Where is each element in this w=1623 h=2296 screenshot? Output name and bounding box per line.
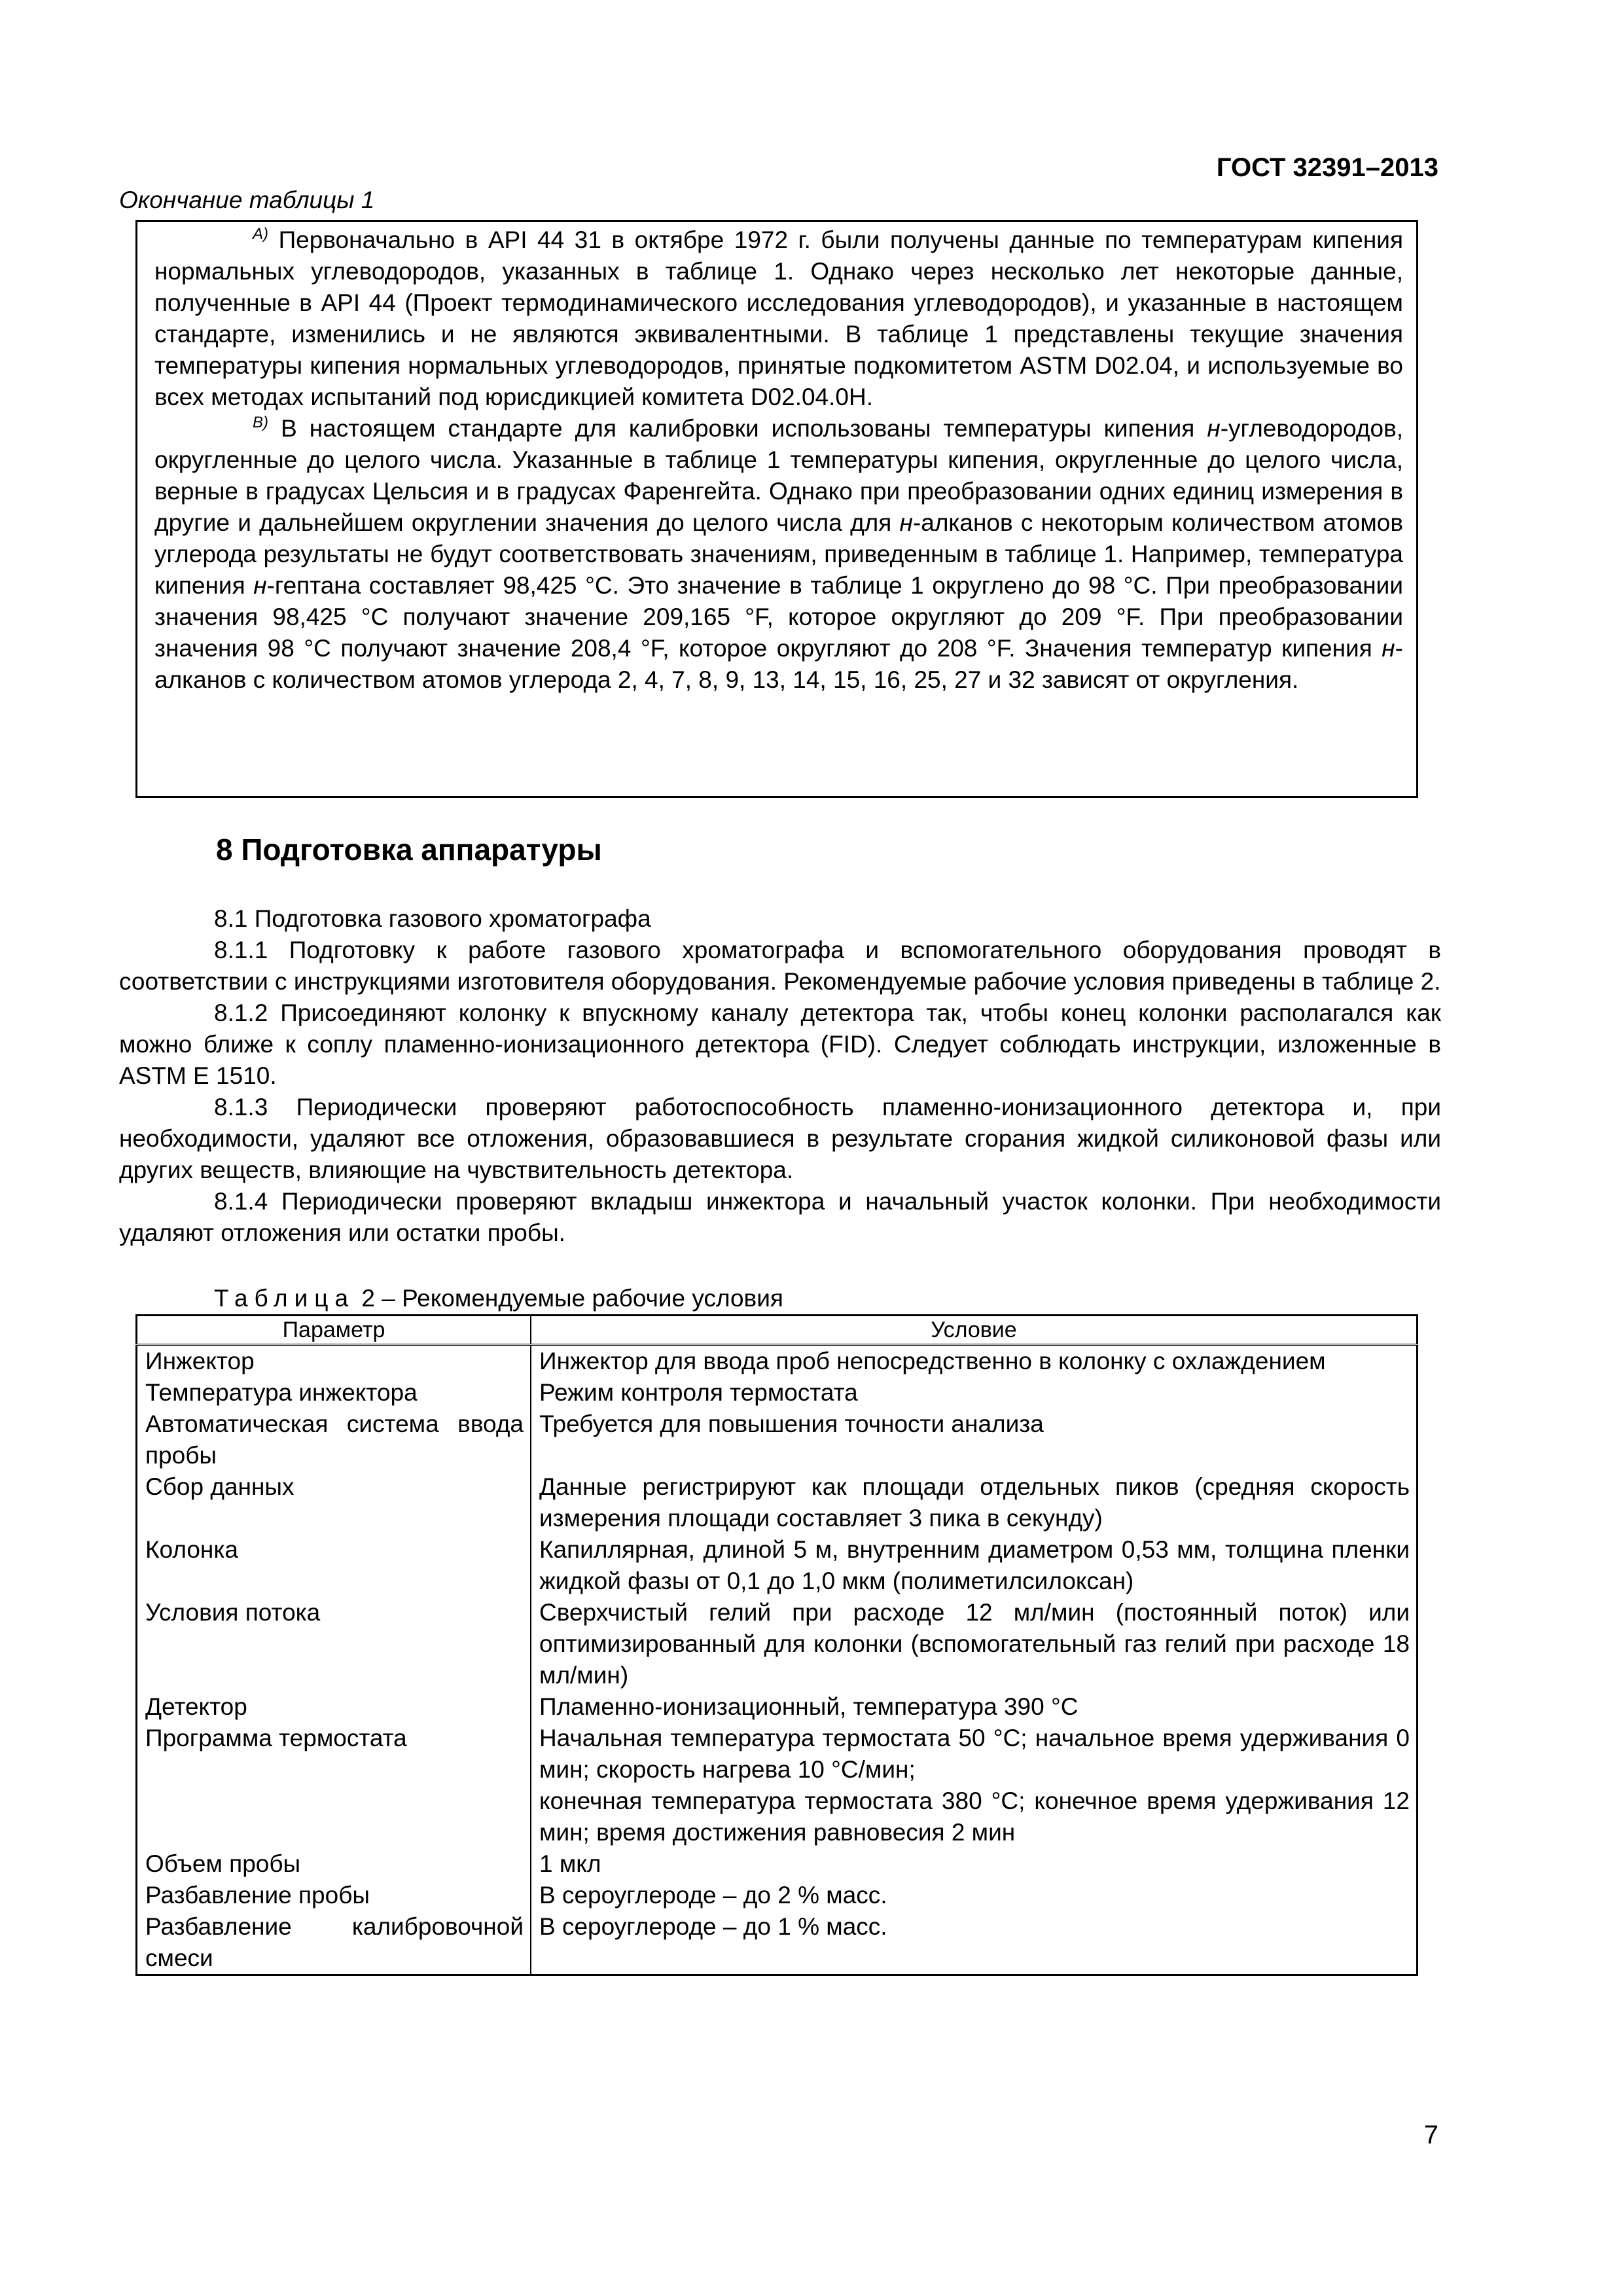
table-continuation-label: Окончание таблицы 1	[119, 187, 375, 213]
table-row	[137, 1880, 1418, 1911]
condition-cell: В сероуглероде – до 2 % масс.	[531, 1880, 1418, 1911]
param-cell: Температура инжектора	[137, 1377, 531, 1408]
param-cell: Детектор	[137, 1691, 531, 1723]
paragraph-8-1-4: 8.1.4 Периодически проверяют вкладыш инжектора и начальный участок колонки. При необходимости удаляют отложения или остатки пробы.	[119, 1188, 1441, 1246]
section-title: 8 Подготовка аппаратуры	[216, 833, 602, 867]
table-row	[137, 1597, 1418, 1691]
condition-cell: Данные регистрируют как площади отдельных пиков (средняя скорость измерения площади составляет 3 пика в секунду)	[531, 1471, 1418, 1534]
condition-cell: 1 мкл	[531, 1848, 1418, 1880]
table2-caption	[214, 1283, 783, 1314]
footnote-marker: B)	[253, 414, 268, 431]
table-row	[137, 1723, 1418, 1848]
condition-cell: В сероуглероде – до 1 % масс.	[531, 1911, 1418, 1975]
param-cell: Колонка	[137, 1534, 531, 1597]
condition-cell	[531, 1723, 1418, 1848]
table-row	[137, 1534, 1418, 1597]
condition-line: конечная температура термостата 380 °С; конечное время удерживания 12 мин; время достижения равновесия 2 мин	[539, 1787, 1410, 1846]
page-number: 7	[1423, 2121, 1438, 2149]
param-cell: Разбавление калибровочной смеси	[137, 1911, 531, 1975]
italic-prefix: н	[253, 572, 267, 599]
condition-cell: Инжектор для ввода проб непосредственно в колонку с охлаждением	[531, 1345, 1418, 1378]
footnote-a	[154, 224, 1403, 413]
footnote-text: Первоначально в API 44 31 в октябре 1972 г. были получены данные по температурам кипения нормальных углеводородов, указанных в таблице 1. Однако через несколько лет некоторые данные, полученные в API 44 (Проект термодинамического исследования углеводородов), и указанные в настоящем стандарте, изменились и не являются эквивалентными. В таблице 1 представлены текущие значения температуры кипения нормальных углеводородов, принятые подкомитетом ASTM D02.04, и используемые во всех методах испытаний под юрисдикцией комитета D02.04.0H.	[154, 226, 1404, 410]
footnote-text: -алканов с количеством атомов углерода 2, 4, 7, 8, 9, 13, 14, 15, 16, 25, 27 и 32 зависят от округления.	[154, 635, 1403, 693]
table2	[135, 1314, 1418, 1976]
table-row	[137, 1471, 1418, 1534]
footnote-marker: A)	[253, 225, 268, 243]
table1-footnotes	[135, 220, 1418, 798]
table-row	[137, 1345, 1418, 1378]
param-cell: Инжектор	[137, 1345, 531, 1378]
param-cell: Условия потока	[137, 1597, 531, 1691]
table2-caption-title: 2 – Рекомендуемые рабочие условия	[355, 1285, 783, 1312]
paragraph-8-1-1: 8.1.1 Подготовку к работе газового хроматографа и вспомогательного оборудования проводят в соответствии с инструкциями изготовителя оборудования. Рекомендуемые рабочие условия приведены в таблице 2.	[119, 937, 1441, 995]
column-header-parameter: Параметр	[137, 1316, 531, 1345]
table-header-row	[137, 1316, 1418, 1345]
section-body	[119, 903, 1441, 1249]
paragraph-8-1-2: 8.1.2 Присоединяют колонку к впускному каналу детектора так, чтобы конец колонки располагался как можно ближе к соплу пламенно-ионизационного детектора (FID). Следует соблюдать инструкции, изложенные в ASTM E 1510.	[119, 999, 1441, 1089]
paragraph-8-1: 8.1 Подготовка газового хроматографа	[214, 905, 651, 932]
footnote-b	[154, 413, 1403, 696]
italic-prefix: н	[1382, 635, 1395, 662]
document-id: ГОСТ 32391–2013	[1216, 153, 1438, 182]
table-row	[137, 1408, 1418, 1471]
italic-prefix: н	[1207, 415, 1221, 442]
param-cell: Объем пробы	[137, 1848, 531, 1880]
footnote-text: -углеводородов, округленные до целого числа. Указанные в таблице 1 температуры кипения, округленные до целого числа, верные в градусах Цельсия и в градусах Фаренгейта. Однако при преобразовании одних единиц измерения в другие и дальнейшем округлении значения до целого числа для	[154, 415, 1404, 536]
footnote-text: -гептана составляет 98,425 °С. Это значение в таблице 1 округлено до 98 °С. При преобразовании значения 98,425 °С получают значение 209,165 °F, которое округляют до 209 °F. При преобразовании значения 98 °С получают значение 208,4 °F, которое округляют до 208 °F. Значения температур кипения	[154, 572, 1403, 662]
condition-cell: Капиллярная, длиной 5 м, внутренним диаметром 0,53 мм, толщина пленки жидкой фазы от 0,1 до 1,0 мкм (полиметилсилоксан)	[531, 1534, 1418, 1597]
italic-prefix: н	[899, 509, 913, 536]
condition-cell: Сверхчистый гелий при расходе 12 мл/мин (постоянный поток) или оптимизированный для колонки (вспомогательный газ гелий при расходе 18 мл/мин)	[531, 1597, 1418, 1691]
table-row	[137, 1848, 1418, 1880]
condition-cell: Режим контроля термостата	[531, 1377, 1418, 1408]
column-header-condition: Условие	[531, 1316, 1418, 1345]
table-row	[137, 1377, 1418, 1408]
footnote-text: -алканов с некоторым количеством атомов углерода результаты не будут соответствовать значениям, приведенным в таблице 1. Например, температура кипения	[154, 509, 1404, 599]
table-row	[137, 1911, 1418, 1975]
paragraph-8-1-3: 8.1.3 Периодически проверяют работоспособность пламенно-ионизационного детектора и, при необходимости, удаляют все отложения, образовавшиеся в результате сгорания жидкой силиконовой фазы или других веществ, влияющие на чувствительность детектора.	[119, 1094, 1441, 1183]
table2-caption-word: Таблица	[214, 1285, 355, 1312]
footnote-text: В настоящем стандарте для калибровки использованы температуры кипения	[281, 415, 1207, 442]
condition-line: Начальная температура термостата 50 °С; начальное время удерживания 0 мин; скорость нагрева 10 °С/мин;	[539, 1725, 1410, 1783]
param-cell: Программа термостата	[137, 1723, 531, 1848]
param-cell: Разбавление пробы	[137, 1880, 531, 1911]
condition-cell: Требуется для повышения точности анализа	[531, 1408, 1418, 1471]
table-row	[137, 1691, 1418, 1723]
condition-cell: Пламенно-ионизационный, температура 390 °С	[531, 1691, 1418, 1723]
param-cell: Сбор данных	[137, 1471, 531, 1534]
param-cell: Автоматическая система ввода пробы	[137, 1408, 531, 1471]
